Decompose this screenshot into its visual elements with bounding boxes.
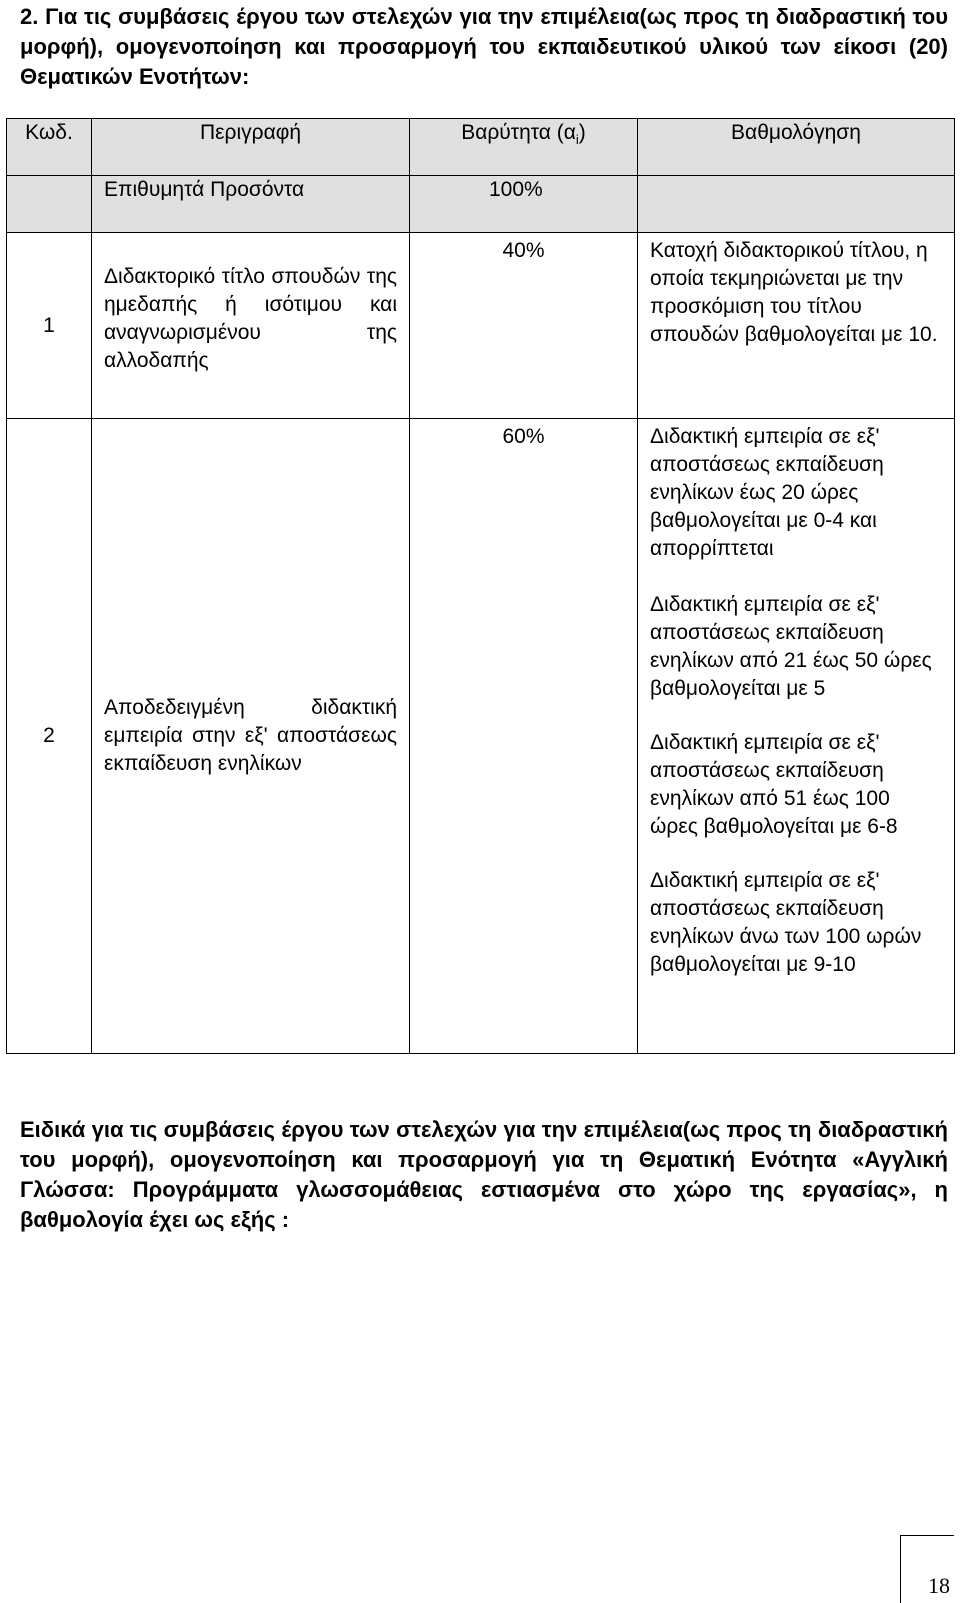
special-note: Ειδικά για τις συμβάσεις έργου των στελεχών για την επιμέλεια(ως προς τη διαδραστική του μορφή), ομογενοποίηση και προσαρμογή για τη Θεματική Ενότητα «Αγγλική Γλώσσα: Προγράμματα γλωσσομάθειας εστιασμένα στο χώρο της εργασίας», η βαθμολογία έχει ως εξής : <box>20 1117 948 1232</box>
header-score: Βαθμολόγηση <box>638 119 955 176</box>
header-weight-suffix: ) <box>578 121 586 144</box>
criterion-text: Διδακτική εμπειρία σε εξ' αποστάσεως εκπαίδευση ενηλίκων άνω των 100 ωρών βαθμολογείται με 9-10 <box>650 869 922 976</box>
row-description-text: Αποδεδειγμένη διδακτική εμπειρία στην εξ' αποστάσεως εκπαίδευση ενηλίκων <box>104 696 397 775</box>
table-subheader-row <box>7 176 955 233</box>
table-header-row <box>7 119 955 176</box>
criteria-table <box>6 118 955 1054</box>
criterion-text: Κατοχή διδακτορικού τίτλου, η οποία τεκμηριώνεται με την προσκόμιση του τίτλου σπουδών βαθμολογείται με 10. <box>650 239 938 346</box>
header-weight-prefix: Βαρύτητα (α <box>461 121 576 144</box>
row-weight: 40% <box>410 233 638 419</box>
row-code: 1 <box>7 233 92 419</box>
subheader-empty-score <box>638 176 955 233</box>
section-heading: 2. Για τις συμβάσεις έργου των στελεχών για την επιμέλεια(ως προς τη διαδραστική του μορφή), ομογενοποίηση και προσαρμογή του εκπαιδευτικού υλικού των είκοσι (20) Θεματικών Ενοτήτων: <box>20 4 948 89</box>
row-description <box>92 419 410 1054</box>
criterion-text: Διδακτική εμπειρία σε εξ' αποστάσεως εκπαίδευση ενηλίκων από 51 έως 100 ώρες βαθμολογείται με 6-8 <box>650 731 898 838</box>
header-description: Περιγραφή <box>92 119 410 176</box>
criterion-text: Διδακτική εμπειρία σε εξ' αποστάσεως εκπαίδευση ενηλίκων από 21 έως 50 ώρες βαθμολογείται με 5 <box>650 593 932 700</box>
table-row <box>7 419 955 1054</box>
row-weight: 60% <box>410 419 638 1054</box>
row-description <box>92 233 410 419</box>
row-criteria <box>638 233 955 419</box>
row-criteria <box>638 419 955 1054</box>
header-weight <box>410 119 638 176</box>
row-code: 2 <box>7 419 92 1054</box>
header-weight-sub: i <box>575 132 579 148</box>
subheader-label: Επιθυμητά Προσόντα <box>92 176 410 233</box>
subheader-total: 100% <box>410 176 638 233</box>
table-row <box>7 233 955 419</box>
page-number: 18 <box>928 1573 950 1598</box>
subheader-empty-cell <box>7 176 92 233</box>
row-description-text: Διδακτορικό τίτλο σπουδών της ημεδαπής ή ισότιμου και αναγνωρισμένου της αλλοδαπής <box>104 265 397 372</box>
header-code: Κωδ. <box>7 119 92 176</box>
criterion-text: Διδακτική εμπειρία σε εξ' αποστάσεως εκπαίδευση ενηλίκων έως 20 ώρες βαθμολογείται με 0-4 και απορρίπτεται <box>650 425 884 560</box>
